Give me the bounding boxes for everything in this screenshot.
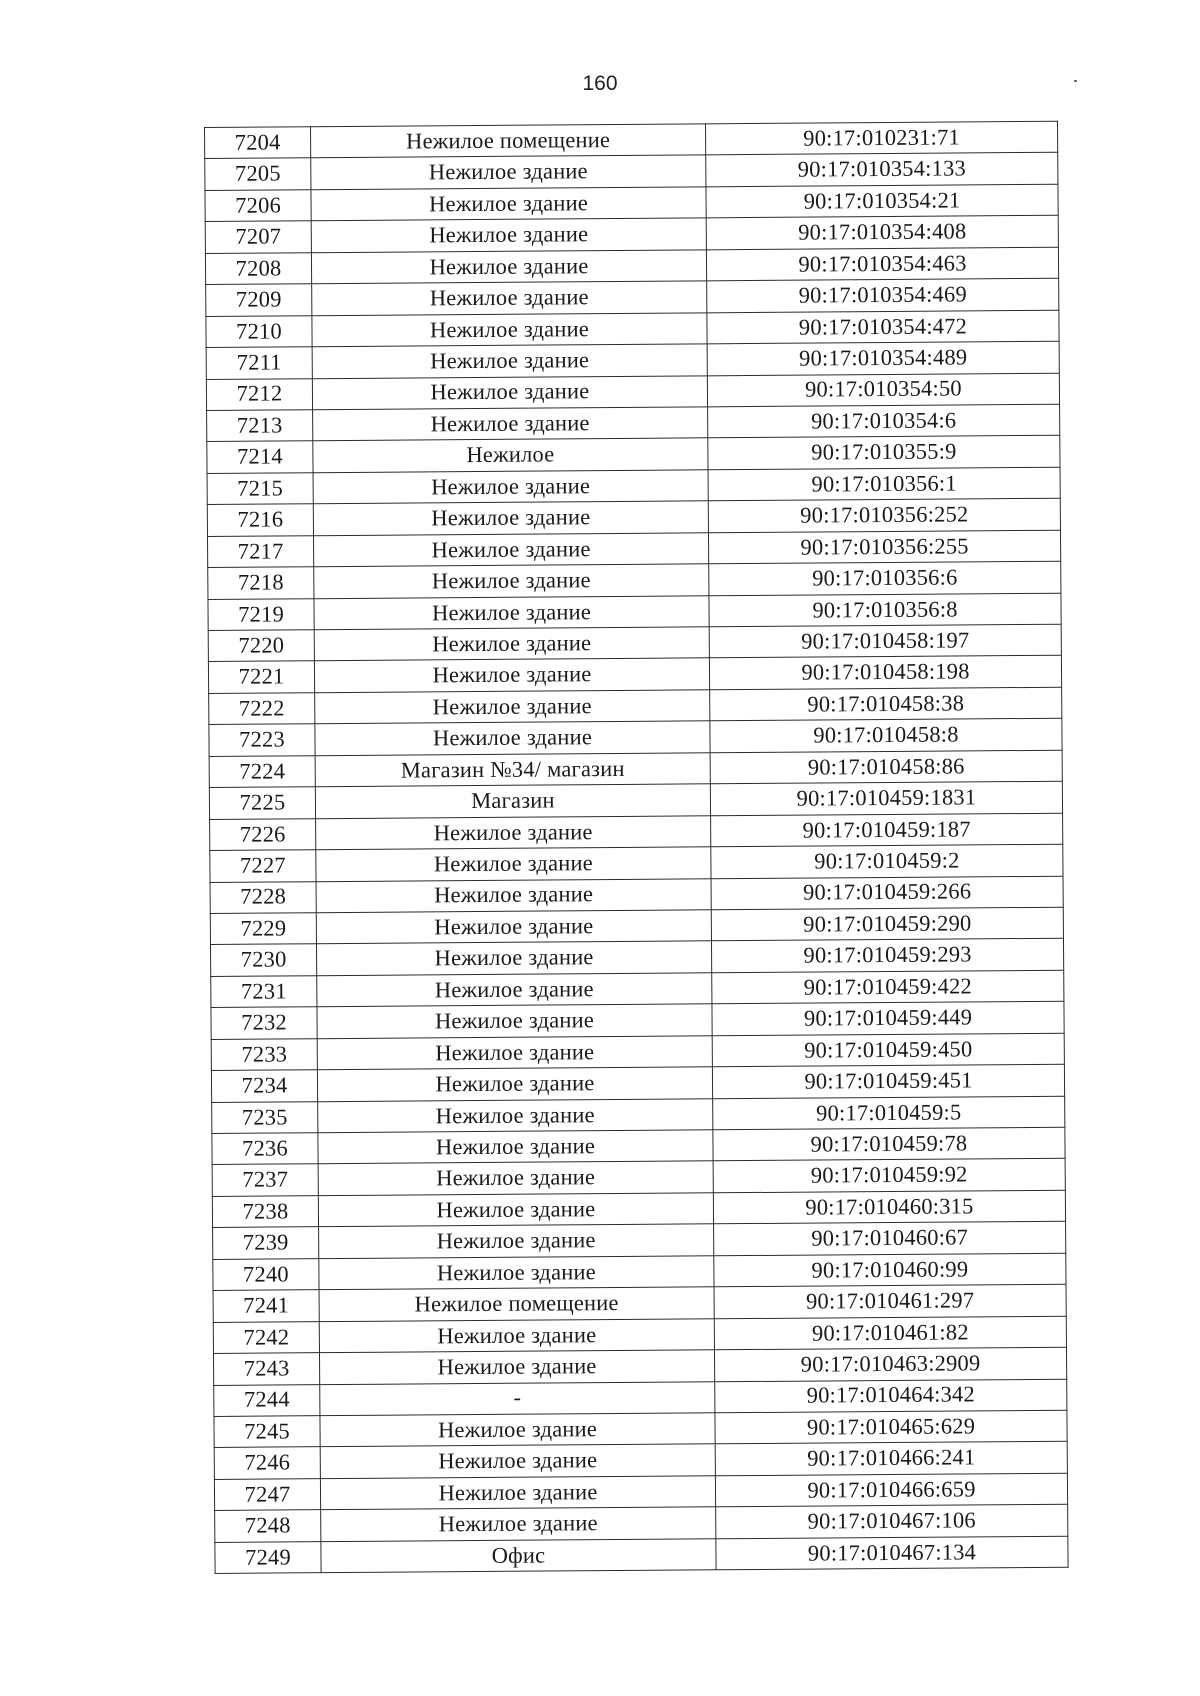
row-number-cell: 7212 <box>206 378 312 410</box>
row-number-cell: 7214 <box>207 441 313 473</box>
cadastral-number-cell: 90:17:010354:408 <box>706 216 1058 250</box>
cadastral-number-cell: 90:17:010459:449 <box>712 1001 1064 1035</box>
row-number-cell: 7210 <box>206 315 312 347</box>
object-name-cell: - <box>320 1381 715 1415</box>
row-number-cell: 7208 <box>205 252 311 284</box>
object-name-cell: Нежилое здание <box>320 1444 715 1478</box>
cadastral-number-cell: 90:17:010461:82 <box>714 1316 1066 1350</box>
cadastral-number-cell: 90:17:010459:451 <box>712 1064 1064 1098</box>
row-number-cell: 7236 <box>212 1133 318 1165</box>
object-name-cell: Нежилое здание <box>316 941 711 975</box>
cadastral-number-cell: 90:17:010465:629 <box>715 1410 1067 1444</box>
object-name-cell: Нежилое здание <box>315 721 710 755</box>
cadastral-number-cell: 90:17:010459:187 <box>711 813 1063 847</box>
row-number-cell: 7243 <box>213 1353 319 1385</box>
row-number-cell: 7227 <box>210 850 316 882</box>
object-name-cell: Нежилое здание <box>316 910 711 944</box>
row-number-cell: 7239 <box>213 1227 319 1259</box>
cadastral-number-cell: 90:17:010459:293 <box>711 939 1063 973</box>
row-number-cell: 7209 <box>206 284 312 316</box>
row-number-cell: 7246 <box>214 1447 320 1479</box>
object-name-cell: Нежилое здание <box>316 847 711 881</box>
object-name-cell: Офис <box>321 1538 716 1572</box>
row-number-cell: 7223 <box>209 724 315 756</box>
object-name-cell: Нежилое здание <box>312 344 707 378</box>
cadastral-number-cell: 90:17:010458:197 <box>709 624 1061 658</box>
object-name-cell: Нежилое здание <box>318 1130 713 1164</box>
row-number-cell: 7213 <box>207 410 313 442</box>
cadastral-number-cell: 90:17:010459:78 <box>713 1127 1065 1161</box>
row-number-cell: 7229 <box>210 913 316 945</box>
object-name-cell: Нежилое здание <box>312 312 707 346</box>
object-name-cell: Нежилое здание <box>320 1476 715 1510</box>
cadastral-number-cell: 90:17:010354:21 <box>706 184 1058 218</box>
row-number-cell: 7247 <box>214 1478 320 1510</box>
cadastral-number-cell: 90:17:010460:99 <box>714 1253 1066 1287</box>
cadastral-number-cell: 90:17:010458:198 <box>709 656 1061 690</box>
object-name-cell: Нежилое здание <box>321 1507 716 1541</box>
object-name-cell: Нежилое здание <box>314 627 709 661</box>
row-number-cell: 7231 <box>211 976 317 1008</box>
object-name-cell: Нежилое здание <box>316 878 711 912</box>
object-name-cell: Нежилое здание <box>317 973 712 1007</box>
property-table-body <box>205 121 1069 1573</box>
object-name-cell: Нежилое помещение <box>311 124 706 158</box>
cadastral-number-cell: 90:17:010459:2 <box>711 844 1063 878</box>
property-table-container <box>204 121 1069 1574</box>
object-name-cell: Нежилое здание <box>311 187 706 221</box>
row-number-cell: 7218 <box>208 567 314 599</box>
object-name-cell: Нежилое здание <box>314 595 709 629</box>
cadastral-number-cell: 90:17:010463:2909 <box>714 1347 1066 1381</box>
object-name-cell: Магазин <box>315 784 710 818</box>
object-name-cell: Нежилое помещение <box>319 1287 714 1321</box>
row-number-cell: 7216 <box>207 504 313 536</box>
cadastral-number-cell: 90:17:010460:67 <box>714 1222 1066 1256</box>
cadastral-number-cell: 90:17:010356:8 <box>709 593 1061 627</box>
cadastral-number-cell: 90:17:010356:252 <box>708 498 1060 532</box>
table-row <box>215 1536 1068 1574</box>
cadastral-number-cell: 90:17:010354:472 <box>707 310 1059 344</box>
object-name-cell: Нежилое здание <box>319 1256 714 1290</box>
row-number-cell: 7238 <box>212 1196 318 1228</box>
cadastral-number-cell: 90:17:010458:38 <box>710 687 1062 721</box>
property-table <box>204 121 1069 1574</box>
object-name-cell: Нежилое <box>313 438 708 472</box>
object-name-cell: Нежилое здание <box>318 1161 713 1195</box>
row-number-cell: 7207 <box>205 221 311 253</box>
cadastral-number-cell: 90:17:010458:8 <box>710 719 1062 753</box>
cadastral-number-cell: 90:17:010355:9 <box>708 436 1060 470</box>
row-number-cell: 7222 <box>209 693 315 725</box>
object-name-cell: Нежилое здание <box>313 470 708 504</box>
object-name-cell: Нежилое здание <box>317 1004 712 1038</box>
row-number-cell: 7241 <box>213 1290 319 1322</box>
cadastral-number-cell: 90:17:010354:50 <box>707 373 1059 407</box>
row-number-cell: 7240 <box>213 1258 319 1290</box>
object-name-cell: Нежилое здание <box>318 1193 713 1227</box>
row-number-cell: 7205 <box>205 158 311 190</box>
cadastral-number-cell: 90:17:010356:6 <box>709 561 1061 595</box>
cadastral-number-cell: 90:17:010459:92 <box>713 1159 1065 1193</box>
cadastral-number-cell: 90:17:010459:290 <box>711 907 1063 941</box>
row-number-cell: 7211 <box>206 347 312 379</box>
object-name-cell: Нежилое здание <box>317 1067 712 1101</box>
cadastral-number-cell: 90:17:010466:241 <box>715 1442 1067 1476</box>
object-name-cell: Нежилое здание <box>319 1350 714 1384</box>
row-number-cell: 7233 <box>211 1038 317 1070</box>
object-name-cell: Нежилое здание <box>313 501 708 535</box>
object-name-cell: Нежилое здание <box>315 690 710 724</box>
row-number-cell: 7232 <box>211 1007 317 1039</box>
cadastral-number-cell: 90:17:010459:5 <box>713 1096 1065 1130</box>
object-name-cell: Нежилое здание <box>312 281 707 315</box>
cadastral-number-cell: 90:17:010459:422 <box>712 970 1064 1004</box>
cadastral-number-cell: 90:17:010354:489 <box>707 341 1059 375</box>
row-number-cell: 7226 <box>210 818 316 850</box>
row-number-cell: 7220 <box>208 630 314 662</box>
row-number-cell: 7204 <box>205 127 311 159</box>
cadastral-number-cell: 90:17:010461:297 <box>714 1284 1066 1318</box>
row-number-cell: 7215 <box>207 473 313 505</box>
row-number-cell: 7242 <box>213 1321 319 1353</box>
cadastral-number-cell: 90:17:010467:106 <box>716 1504 1068 1538</box>
object-name-cell: Нежилое здание <box>311 218 706 252</box>
object-name-cell: Нежилое здание <box>311 155 706 189</box>
row-number-cell: 7217 <box>207 535 313 567</box>
row-number-cell: 7234 <box>211 1070 317 1102</box>
row-number-cell: 7206 <box>205 190 311 222</box>
object-name-cell: Нежилое здание <box>313 533 708 567</box>
page-number: 160 <box>582 72 618 95</box>
row-number-cell: 7244 <box>214 1384 320 1416</box>
scan-speck <box>1074 80 1077 82</box>
row-number-cell: 7248 <box>215 1510 321 1542</box>
object-name-cell: Нежилое здание <box>314 564 709 598</box>
object-name-cell: Нежилое здание <box>319 1318 714 1352</box>
cadastral-number-cell: 90:17:010354:6 <box>708 404 1060 438</box>
row-number-cell: 7245 <box>214 1416 320 1448</box>
row-number-cell: 7249 <box>215 1541 321 1573</box>
cadastral-number-cell: 90:17:010354:133 <box>706 153 1058 187</box>
cadastral-number-cell: 90:17:010466:659 <box>715 1473 1067 1507</box>
object-name-cell: Нежилое здание <box>314 658 709 692</box>
object-name-cell: Нежилое здание <box>311 250 706 284</box>
object-name-cell: Нежилое здание <box>313 407 708 441</box>
row-number-cell: 7221 <box>208 661 314 693</box>
object-name-cell: Нежилое здание <box>320 1413 715 1447</box>
object-name-cell: Магазин №34/ магазин <box>315 753 710 787</box>
row-number-cell: 7230 <box>210 944 316 976</box>
cadastral-number-cell: 90:17:010459:266 <box>711 876 1063 910</box>
cadastral-number-cell: 90:17:010356:255 <box>708 530 1060 564</box>
cadastral-number-cell: 90:17:010231:71 <box>705 121 1057 155</box>
cadastral-number-cell: 90:17:010356:1 <box>708 467 1060 501</box>
row-number-cell: 7225 <box>209 787 315 819</box>
object-name-cell: Нежилое здание <box>317 1035 712 1069</box>
row-number-cell: 7235 <box>212 1101 318 1133</box>
cadastral-number-cell: 90:17:010464:342 <box>715 1379 1067 1413</box>
row-number-cell: 7237 <box>212 1164 318 1196</box>
row-number-cell: 7224 <box>209 755 315 787</box>
cadastral-number-cell: 90:17:010354:469 <box>707 278 1059 312</box>
cadastral-number-cell: 90:17:010354:463 <box>706 247 1058 281</box>
cadastral-number-cell: 90:17:010459:450 <box>712 1033 1064 1067</box>
row-number-cell: 7219 <box>208 598 314 630</box>
cadastral-number-cell: 90:17:010459:1831 <box>710 781 1062 815</box>
object-name-cell: Нежилое здание <box>312 375 707 409</box>
cadastral-number-cell: 90:17:010458:86 <box>710 750 1062 784</box>
object-name-cell: Нежилое здание <box>316 815 711 849</box>
cadastral-number-cell: 90:17:010467:134 <box>716 1536 1068 1570</box>
object-name-cell: Нежилое здание <box>318 1098 713 1132</box>
cadastral-number-cell: 90:17:010460:315 <box>713 1190 1065 1224</box>
row-number-cell: 7228 <box>210 881 316 913</box>
object-name-cell: Нежилое здание <box>319 1224 714 1258</box>
